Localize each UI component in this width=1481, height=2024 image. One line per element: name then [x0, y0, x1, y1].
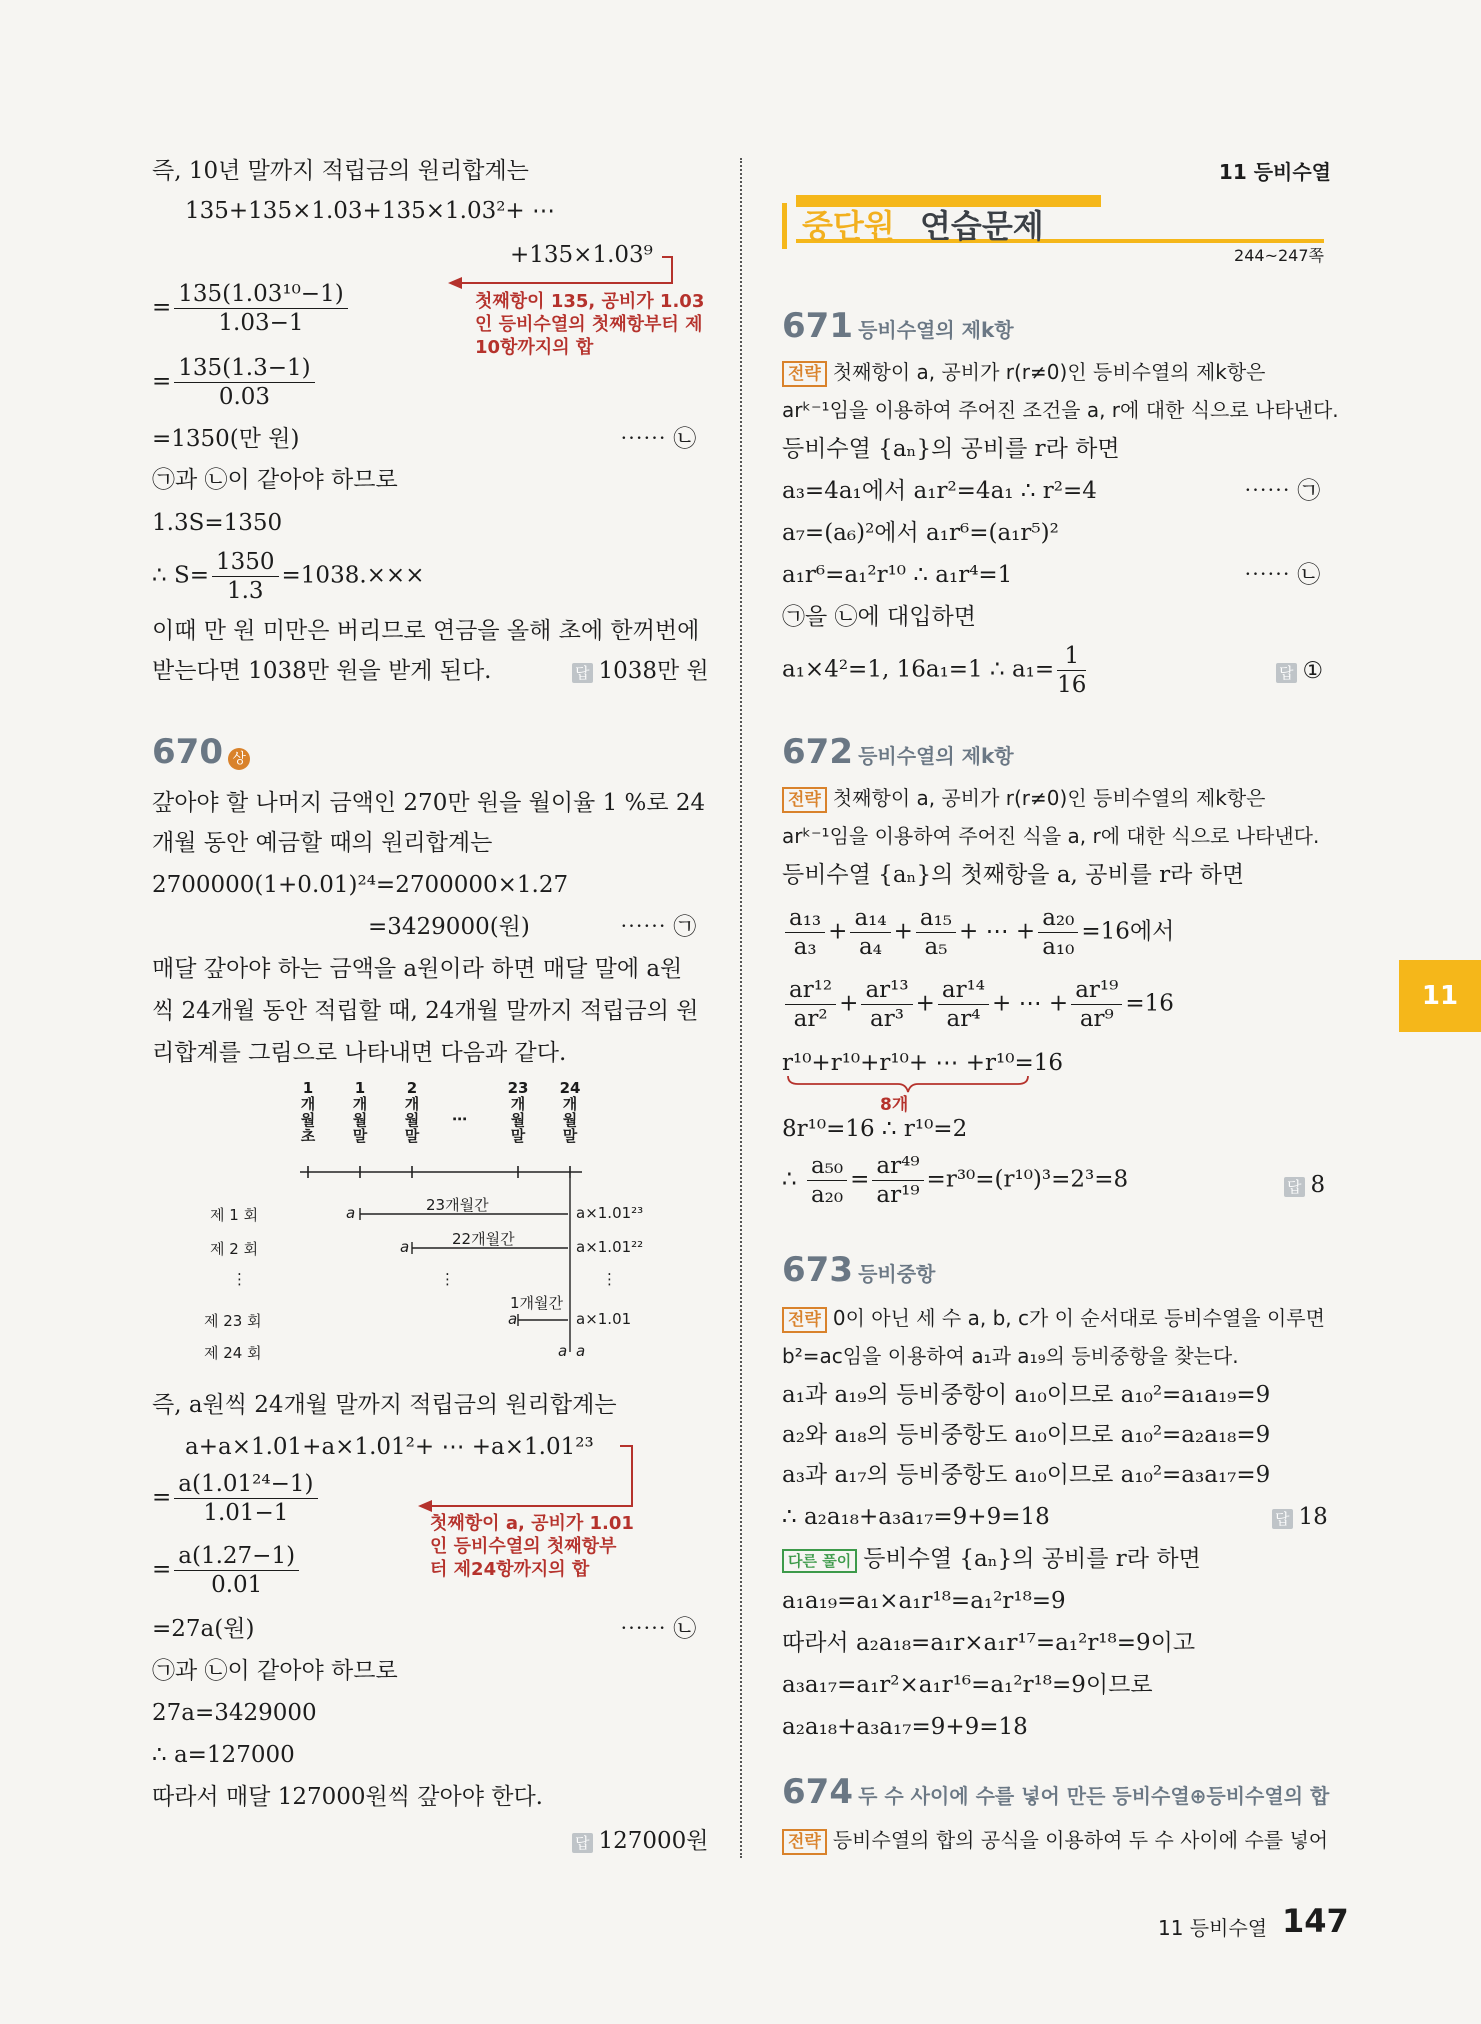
span-label: 1개월간: [510, 1294, 564, 1312]
problem-674-header: [782, 1772, 1329, 1812]
problem-670-header: [152, 732, 250, 772]
deposit-a: a: [346, 1204, 356, 1222]
text-line: ㉠과 ㉡이 같아야 하므로: [152, 1658, 398, 1684]
equation-marker: ⋯⋯ ㉡: [620, 1616, 697, 1642]
formula-line: ∴ a=127000: [152, 1742, 295, 1768]
strategy-tag: 전략: [782, 1307, 827, 1333]
fraction-line: $\frac{\text{a₁₃}}{\text{a₃}}$ + $\frac{\text{a₁₄}}{\text{a₄}}$ + $\frac{\text{a₁₅}}{\text{a₅}}$ + ⋯ + $\frac{\text{a₂₀}}{\text{a₁₀}}$ =16에서: [782, 904, 1174, 961]
section-banner: [782, 195, 1324, 265]
timeline-row-label: 제 2 회: [210, 1240, 259, 1258]
problem-673-header: [782, 1250, 935, 1290]
formula-line: a₃a₁₇=a₁r²×a₁r¹⁶=a₁²r¹⁸=9이므로: [782, 1672, 1153, 1698]
problem-topic: 등비수열의 제k항: [858, 318, 1014, 342]
text-line: 리합계를 그림으로 나타내면 다음과 같다.: [152, 1040, 567, 1066]
timeline-col: 1 개 월 초: [300, 1079, 316, 1145]
note-geometric-sum: 첫째항이 135, 공비가 1.03 인 등비수열의 첫째항부터 제10항까지의 합: [475, 291, 705, 358]
fraction-line: = $\frac{135(1.3-1)}{0.03}$: [152, 354, 318, 411]
equation-marker: ⋯⋯ ㉠: [1244, 478, 1321, 504]
text-line: ㉠을 ㉡에 대입하면: [782, 604, 976, 630]
formula-line: a₂a₁₈+a₃a₁₇=9+9=18: [782, 1714, 1028, 1740]
strategy-line: 전략 0이 아닌 세 수 a, b, c가 이 순서대로 등비수열을 이루면: [782, 1302, 1325, 1333]
formula-line: a₂와 a₁₈의 등비중항도 a₁₀이므로 a₁₀²=a₂a₁₈=9: [782, 1422, 1271, 1448]
problem-672-header: [782, 732, 1014, 772]
text-line: 즉, 10년 말까지 적립금의 원리합계는: [152, 158, 529, 184]
formula-line: +135×1.03⁹: [510, 242, 653, 268]
equation-marker: ⋯⋯ ㉡: [1244, 562, 1321, 588]
difficulty-badge: 상: [228, 748, 250, 770]
vdots: ⋮: [440, 1270, 455, 1288]
timeline-col: 23 개 월 말: [507, 1079, 529, 1145]
fraction-line: ∴ $\frac{\text{a₅₀}}{\text{a₂₀}}$ = $\frac{\text{ar⁴⁹}}{\text{ar¹⁹}}$ =r³⁰=(r¹⁰)³=2³=8: [782, 1153, 1129, 1208]
timeline-row-label: 제 24 회: [204, 1344, 262, 1362]
text-line: 받는다면 1038만 원을 받게 된다.: [152, 658, 492, 684]
problem-number: 671: [782, 306, 853, 346]
strategy-line: arᵏ⁻¹임을 이용하여 주어진 식을 a, r에 대한 식으로 나타낸다.: [782, 824, 1320, 848]
alt-solution-line: 다른 풀이 등비수열 {aₙ}의 공비를 r라 하면: [782, 1544, 1201, 1574]
fraction-line: = $\frac{\text{135(1.03¹⁰−1)}}{1.03-1}$: [152, 280, 351, 337]
column-divider: [740, 158, 742, 1858]
answer: 답 ①: [1276, 656, 1323, 686]
fraction-line: = $\frac{\text{a(1.01²⁴−1)}}{1.01-1}$: [152, 1470, 321, 1527]
final-value: a×1.01: [576, 1310, 632, 1328]
formula-line: r¹⁰+r¹⁰+r¹⁰+ ⋯ +r¹⁰=16: [782, 1050, 1063, 1076]
note-geometric-sum: 첫째항이 a, 공비가 1.01 인 등비수열의 첫째항부 터 제24항까지의 합: [430, 1513, 634, 1580]
savings-timeline-diagram: [190, 1080, 670, 1380]
text-line: 등비수열 {aₙ}의 첫째항을 a, 공비를 r라 하면: [782, 862, 1245, 888]
strategy-line: arᵏ⁻¹임을 이용하여 주어진 조건을 a, r에 대한 식으로 나타낸다.: [782, 398, 1339, 422]
formula-line: 8r¹⁰=16 ∴ r¹⁰=2: [782, 1116, 968, 1142]
formula-line: a+a×1.01+a×1.01²+ ⋯ +a×1.01²³: [185, 1434, 594, 1460]
timeline-col: 1 개 월 말: [352, 1079, 368, 1145]
formula-line: a₁과 a₁₉의 등비중항이 a₁₀이므로 a₁₀²=a₁a₁₉=9: [782, 1382, 1271, 1408]
text-line: ㉠과 ㉡이 같아야 하므로: [152, 467, 398, 493]
answer: 답 18: [1272, 1502, 1328, 1532]
problem-number: 672: [782, 732, 853, 772]
answer: 답 8: [1284, 1170, 1325, 1200]
answer-tag: 답: [1276, 663, 1297, 683]
text-line: 즉, a원씩 24개월 말까지 적립금의 원리합계는: [152, 1392, 617, 1418]
problem-topic: 등비수열의 제k항: [858, 744, 1014, 768]
fraction-line: $\frac{\text{ar¹²}}{\text{ar²}}$ + $\frac{\text{ar¹³}}{\text{ar³}}$ + $\frac{\text{ar¹⁴}}{\text{ar⁴}}$ + ⋯ + $\frac{\text{ar¹⁹}}{\text{ar⁹}}$ =16: [782, 976, 1174, 1033]
problem-671-header: [782, 306, 1014, 346]
final-value: a×1.01²³: [576, 1204, 644, 1222]
timeline-col: 24 개 월 말: [559, 1079, 581, 1145]
deposit-a: a: [558, 1342, 568, 1360]
formula-line: a₁r⁶=a₁²r¹⁰ ∴ a₁r⁴=1: [782, 562, 1013, 588]
brace-label: 8개: [880, 1095, 909, 1115]
text-line: 따라서 매달 127000원씩 갚아야 한다.: [152, 1784, 543, 1810]
deposit-a: a: [400, 1238, 410, 1256]
deposit-a: a: [508, 1310, 518, 1328]
final-value: a: [576, 1342, 586, 1360]
pages-ref: 244~247쪽: [1234, 246, 1324, 265]
answer: 답 127000원: [572, 1826, 709, 1856]
formula-line: 따라서 a₂a₁₈=a₁r×a₁r¹⁷=a₁²r¹⁸=9이고: [782, 1630, 1196, 1656]
text-line: 씩 24개월 동안 적립할 때, 24개월 말까지 적립금의 원: [152, 998, 699, 1024]
formula-line: 1.3S=1350: [152, 510, 283, 536]
text-line: 등비수열 {aₙ}의 공비를 r라 하면: [782, 436, 1120, 462]
fraction-line: a₁×4²=1, 16a₁=1 ∴ a₁= $\frac{1}{16}$: [782, 643, 1087, 698]
problem-topic: 등비중항: [858, 1262, 936, 1286]
answer-tag: 답: [572, 663, 593, 683]
answer-tag: 답: [572, 1833, 593, 1853]
answer-tag: 답: [1284, 1177, 1305, 1197]
problem-number: 670: [152, 732, 223, 772]
span-label: 22개월간: [452, 1230, 515, 1248]
fraction-line: = $\frac{a(1.27-1)}{0.01}$: [152, 1542, 302, 1599]
formula-line: 27a=3429000: [152, 1700, 317, 1726]
result-line: =1350(만 원): [152, 426, 300, 452]
problem-number: 673: [782, 1250, 853, 1290]
vdots: ⋮: [602, 1270, 617, 1288]
strategy-line: 전략 등비수열의 합의 공식을 이용하여 두 수 사이에 수를 넣어: [782, 1824, 1328, 1855]
timeline-dots: ⋯: [452, 1110, 467, 1128]
formula-line: ∴ a₂a₁₈+a₃a₁₇=9+9=18: [782, 1504, 1050, 1530]
strategy-line: b²=ac임을 이용하여 a₁과 a₁₉의 등비중항을 찾는다.: [782, 1344, 1239, 1368]
alt-solution-tag: 다른 풀이: [782, 1549, 857, 1573]
answer-tag: 답: [1272, 1509, 1293, 1529]
strategy-line: 전략 첫째항이 a, 공비가 r(r≠0)인 등비수열의 제k항은: [782, 782, 1266, 813]
formula-line: a₃과 a₁₇의 등비중항도 a₁₀이므로 a₁₀²=a₃a₁₇=9: [782, 1462, 1271, 1488]
chapter-header: 11 등비수열: [1218, 160, 1331, 184]
text-line: 매달 갚아야 하는 금액을 a원이라 하면 매달 말에 a원: [152, 956, 683, 982]
section-title-b: 연습문제: [920, 207, 1044, 245]
fraction-line: ∴ S= $\frac{1350}{1.3}$ =1038.×××: [152, 549, 425, 604]
brace: [786, 1074, 1036, 1094]
answer: 답 1038만 원: [572, 656, 709, 686]
span-label: 23개월간: [426, 1196, 489, 1214]
note-arrow: [400, 1440, 640, 1520]
formula-line: 135+135×1.03+135×1.03²+ ⋯: [185, 198, 556, 224]
strategy-tag: 전략: [782, 1829, 827, 1855]
text-line: 개월 동안 예금할 때의 원리합계는: [152, 830, 493, 856]
section-title-a: 중단원: [802, 207, 895, 245]
text-line: 이때 만 원 미만은 버리므로 연금을 올해 초에 한꺼번에: [152, 618, 700, 644]
timeline-row-label: 제 23 회: [204, 1312, 262, 1330]
page-number: 147: [1282, 1902, 1349, 1940]
result-line: =27a(원): [152, 1616, 255, 1642]
strategy-line: 전략 첫째항이 a, 공비가 r(r≠0)인 등비수열의 제k항은: [782, 356, 1266, 387]
equation-marker: ⋯⋯ ㉠: [620, 914, 697, 940]
equation-marker: ⋯⋯ ㉡: [620, 426, 697, 452]
timeline-lines: [190, 1080, 670, 1380]
final-value: a×1.01²²: [576, 1238, 644, 1256]
strategy-tag: 전략: [782, 361, 827, 387]
footer-chapter: 11 등비수열: [1158, 1916, 1268, 1940]
formula-line: 2700000(1+0.01)²⁴=2700000×1.27: [152, 872, 569, 898]
timeline-col: 2 개 월 말: [404, 1079, 420, 1145]
problem-number: 674: [782, 1772, 853, 1812]
problem-topic: 두 수 사이에 수를 넣어 만든 등비수열⊕등비수열의 합: [858, 1784, 1330, 1808]
timeline-row-label: ⋮: [232, 1270, 247, 1288]
text-line: 갚아야 할 나머지 금액인 270만 원을 월이율 1 %로 24: [152, 790, 706, 816]
strategy-tag: 전략: [782, 787, 827, 813]
chapter-side-tab[interactable]: 11: [1399, 960, 1481, 1032]
timeline-row-label: 제 1 회: [210, 1206, 259, 1224]
formula-line: a₇=(a₆)²에서 a₁r⁶=(a₁r⁵)²: [782, 520, 1059, 546]
formula-line: a₃=4a₁에서 a₁r²=4a₁ ∴ r²=4: [782, 478, 1097, 504]
formula-line: a₁a₁₉=a₁×a₁r¹⁸=a₁²r¹⁸=9: [782, 1588, 1066, 1614]
formula-line: =3429000(원): [368, 914, 530, 940]
